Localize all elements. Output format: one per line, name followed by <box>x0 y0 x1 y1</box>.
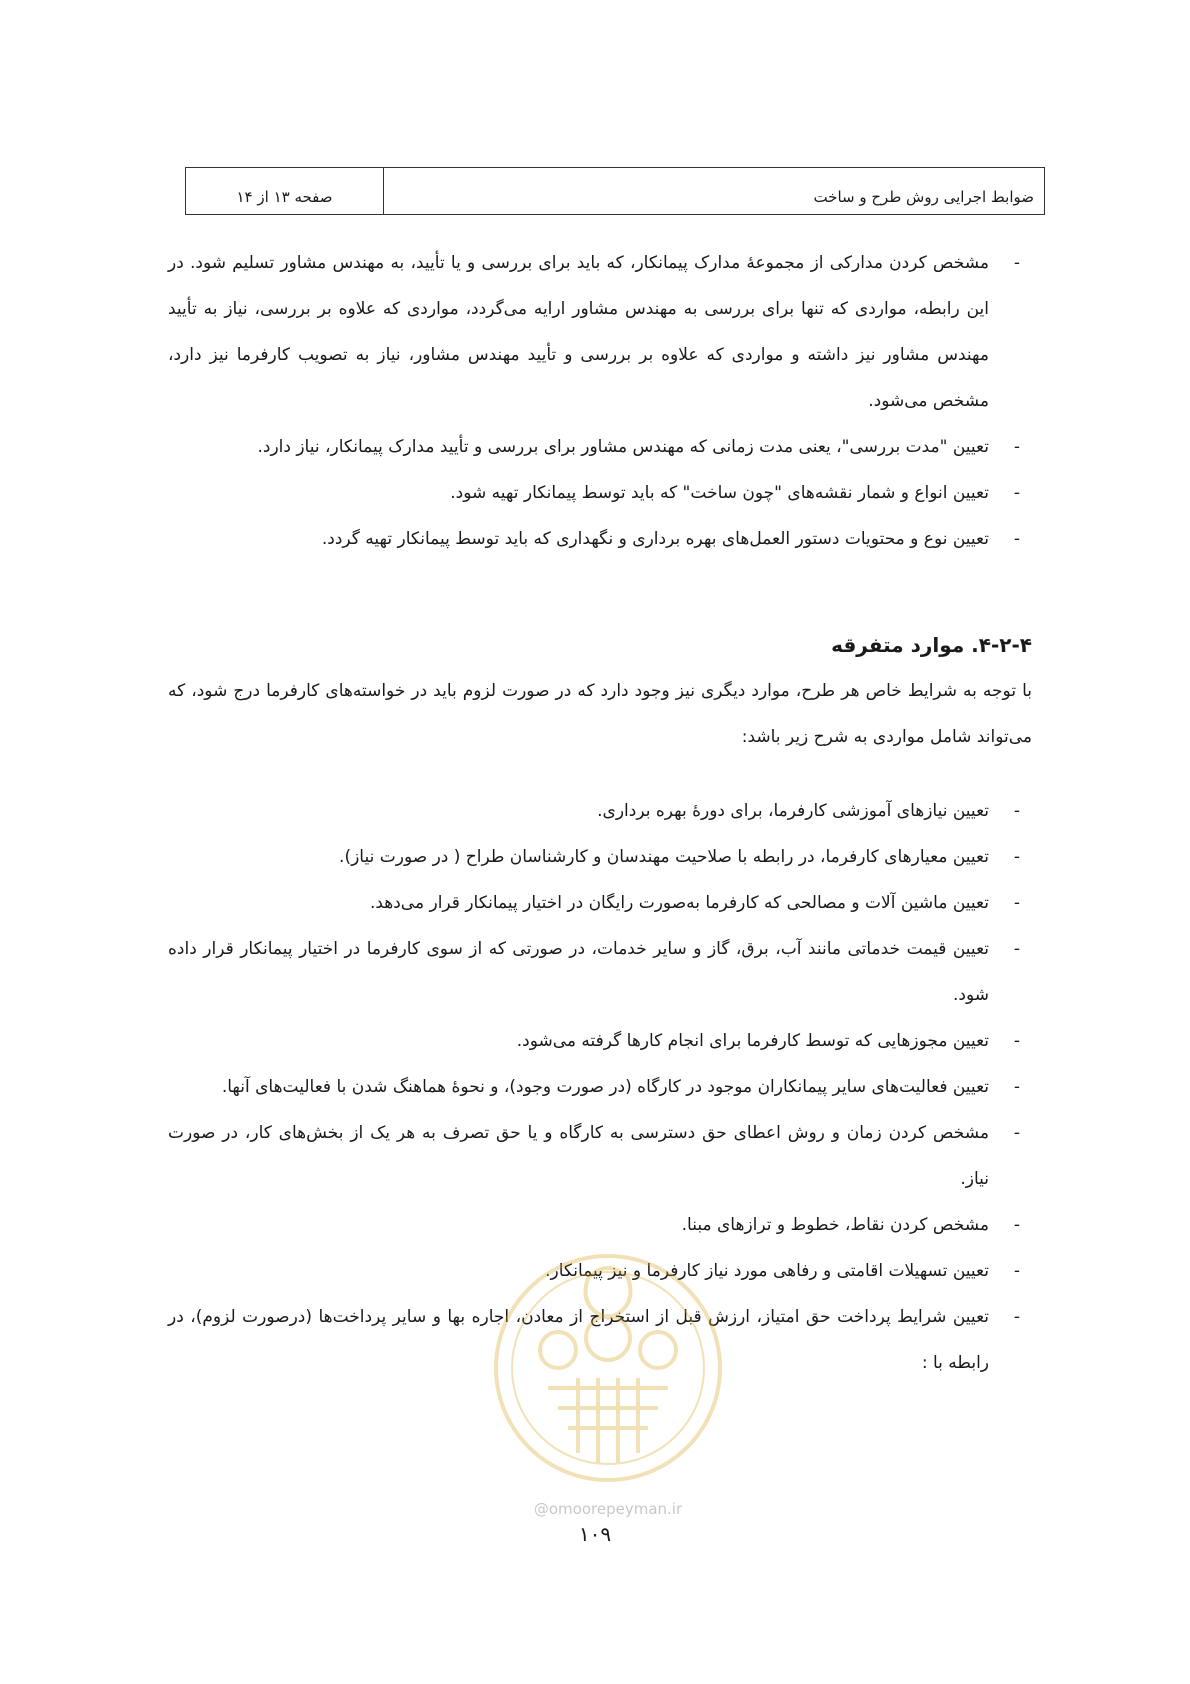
list-item: - تعیین فعالیت‌های سایر پیمانکاران موجود در کارگاه (در صورت وجود)، و نحوهٔ هماهنگ شدن با فعالیت‌های آنها. <box>168 1064 1032 1110</box>
list-item: - تعیین مجوزهایی که توسط کارفرما برای انجام کارها گرفته می‌شود. <box>168 1018 1032 1064</box>
section-intro: با توجه به شرایط خاص هر طرح، موارد دیگری نیز وجود دارد که در صورت لزوم باید در خواسته‌های کارفرما درج شود، که می‌تواند شامل مواردی به شرح زیر باشد: <box>168 681 1032 747</box>
list-item: - مشخص کردن نقاط، خطوط و ترازهای مبنا. <box>168 1202 1032 1248</box>
list-item: - تعیین تسهیلات اقامتی و رفاهی مورد نیاز کارفرما و نیز پیمانکار. <box>168 1248 1032 1294</box>
list-item: - مشخص کردن زمان و روش اعطای حق دسترسی به کارگاه و یا حق تصرف به هر یک از بخش‌های کار، در صورت نیاز. <box>168 1110 1032 1202</box>
list-item: - تعیین معیارهای کارفرما، در رابطه با صلاحیت مهندسان و کارشناسان طراح ( در صورت نیاز). <box>168 834 1032 880</box>
list-item: - تعیین نوع و محتویات دستور العمل‌های بهره برداری و نگهداری که باید توسط پیمانکار تهیه گردد. <box>168 516 1032 562</box>
main-content <box>168 240 1032 1386</box>
page-header-box <box>185 167 1045 215</box>
section-heading: ۴-۲-۴. موارد متفرقه <box>831 633 1032 657</box>
top-list <box>168 240 1032 562</box>
list-item: - تعیین نیازهای آموزشی کارفرما، برای دورهٔ بهره برداری. <box>168 788 1032 834</box>
watermark-text: @omoorepeyman.ir <box>533 1500 683 1518</box>
list-item: - تعیین ماشین آلات و مصالحی که کارفرما به‌صورت رایگان در اختیار پیمانکار قرار می‌دهد. <box>168 880 1032 926</box>
list-item: - تعیین انواع و شمار نقشه‌های "چون ساخت" که باید توسط پیمانکار تهیه شود. <box>168 470 1032 516</box>
list-item: - تعیین قیمت خدماتی مانند آب، برق، گاز و سایر خدمات، در صورتی که از سوی کارفرما در اختیار پیمانکار قرار داده شود. <box>168 926 1032 1018</box>
bottom-list <box>168 788 1032 1386</box>
list-item: - تعیین "مدت بررسی"، یعنی مدت زمانی که مهندس مشاور برای بررسی و تأیید مدارک پیمانکار، نیاز دارد. <box>168 424 1032 470</box>
document-title: ضوابط اجرایی روش طرح و ساخت <box>383 168 1044 214</box>
page-label: صفحه ۱۳ از ۱۴ <box>236 188 333 206</box>
page-number: ۱۰۹ <box>578 1522 612 1546</box>
list-item: - مشخص کردن مدارکی از مجموعهٔ مدارک پیمانکار، که باید برای بررسی و یا تأیید، به مهندس مشاور تسلیم شود. در این رابطه، مواردی که تنها برای بررسی به مهندس مشاور ارایه می‌گردد، مواردی که علاوه بر بررسی، نیاز به تأیید مهندس مشاور نیز داشته و مواردی که علاوه بر بررسی و تأیید مهندس مشاور، نیاز به تصویب کارفرما نیز دارد، مشخص می‌شود. <box>168 240 1032 424</box>
list-item: - تعیین شرایط پرداخت حق امتیاز، ارزش قبل از استخراج از معادن، اجاره بها و سایر پرداخت‌ها (درصورت لزوم)، در رابطه با : <box>168 1294 1032 1386</box>
